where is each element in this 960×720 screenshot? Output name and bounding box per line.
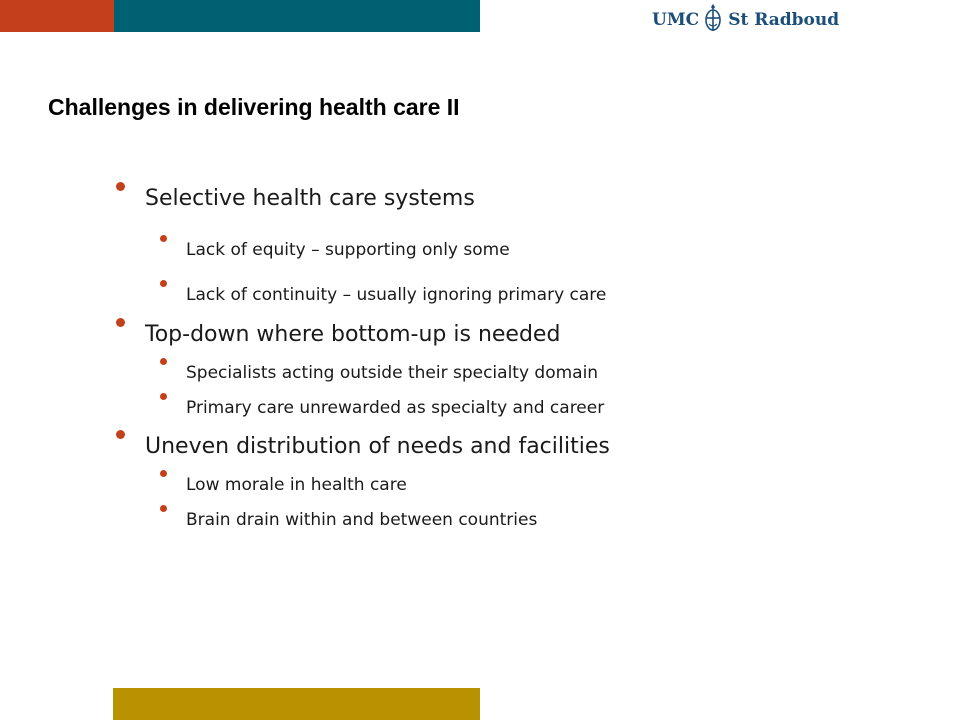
bullet-top-down [145,322,560,347]
bullet-dot-icon [116,182,125,191]
slide-title: Challenges in delivering health care II [48,94,460,120]
logo-umc-text: UMC [652,10,700,30]
bullet-dot-icon [160,393,167,400]
sub-bullet-text: Brain drain within and between countries [186,510,538,530]
sub-bullet-text: Low morale in health care [186,475,407,495]
bottom-accent-bar-gold [113,688,480,720]
bullet-dot-icon [160,235,167,242]
bullet-dot-icon [160,280,167,287]
bullet-text: Selective health care systems [145,186,475,211]
bullet-dot-icon [116,430,125,439]
bullet-dot-icon [160,505,167,512]
sub-bullet-brain-drain [186,510,537,530]
sub-bullet-primary-care-unrewarded [186,398,604,418]
sub-bullet-text: Lack of continuity – usually ignoring primary care [186,285,607,305]
sub-bullet-lack-of-equity [186,240,510,260]
top-accent-bar-orange [0,0,114,32]
cross-shield-emblem-icon [703,3,723,38]
bullet-dot-icon [160,470,167,477]
sub-bullet-text: Specialists acting outside their specialty domain [186,363,599,383]
bullet-text: Top-down where bottom-up is needed [145,322,561,347]
bullet-dot-icon [116,318,125,327]
sub-bullet-lack-of-continuity [186,285,606,305]
sub-bullet-text: Primary care unrewarded as specialty and career [186,398,605,418]
bullet-selective-systems [145,186,475,211]
bullet-dot-icon [160,358,167,365]
umc-st-radboud-logo [652,0,839,40]
sub-bullet-text: Lack of equity – supporting only some [186,240,510,260]
sub-bullet-specialists [186,363,598,383]
logo-name-text: St Radboud [728,10,840,30]
top-accent-bar-teal [114,0,480,32]
sub-bullet-low-morale [186,475,407,495]
bullet-text: Uneven distribution of needs and facilities [145,434,610,459]
bullet-uneven-distribution [145,434,610,459]
